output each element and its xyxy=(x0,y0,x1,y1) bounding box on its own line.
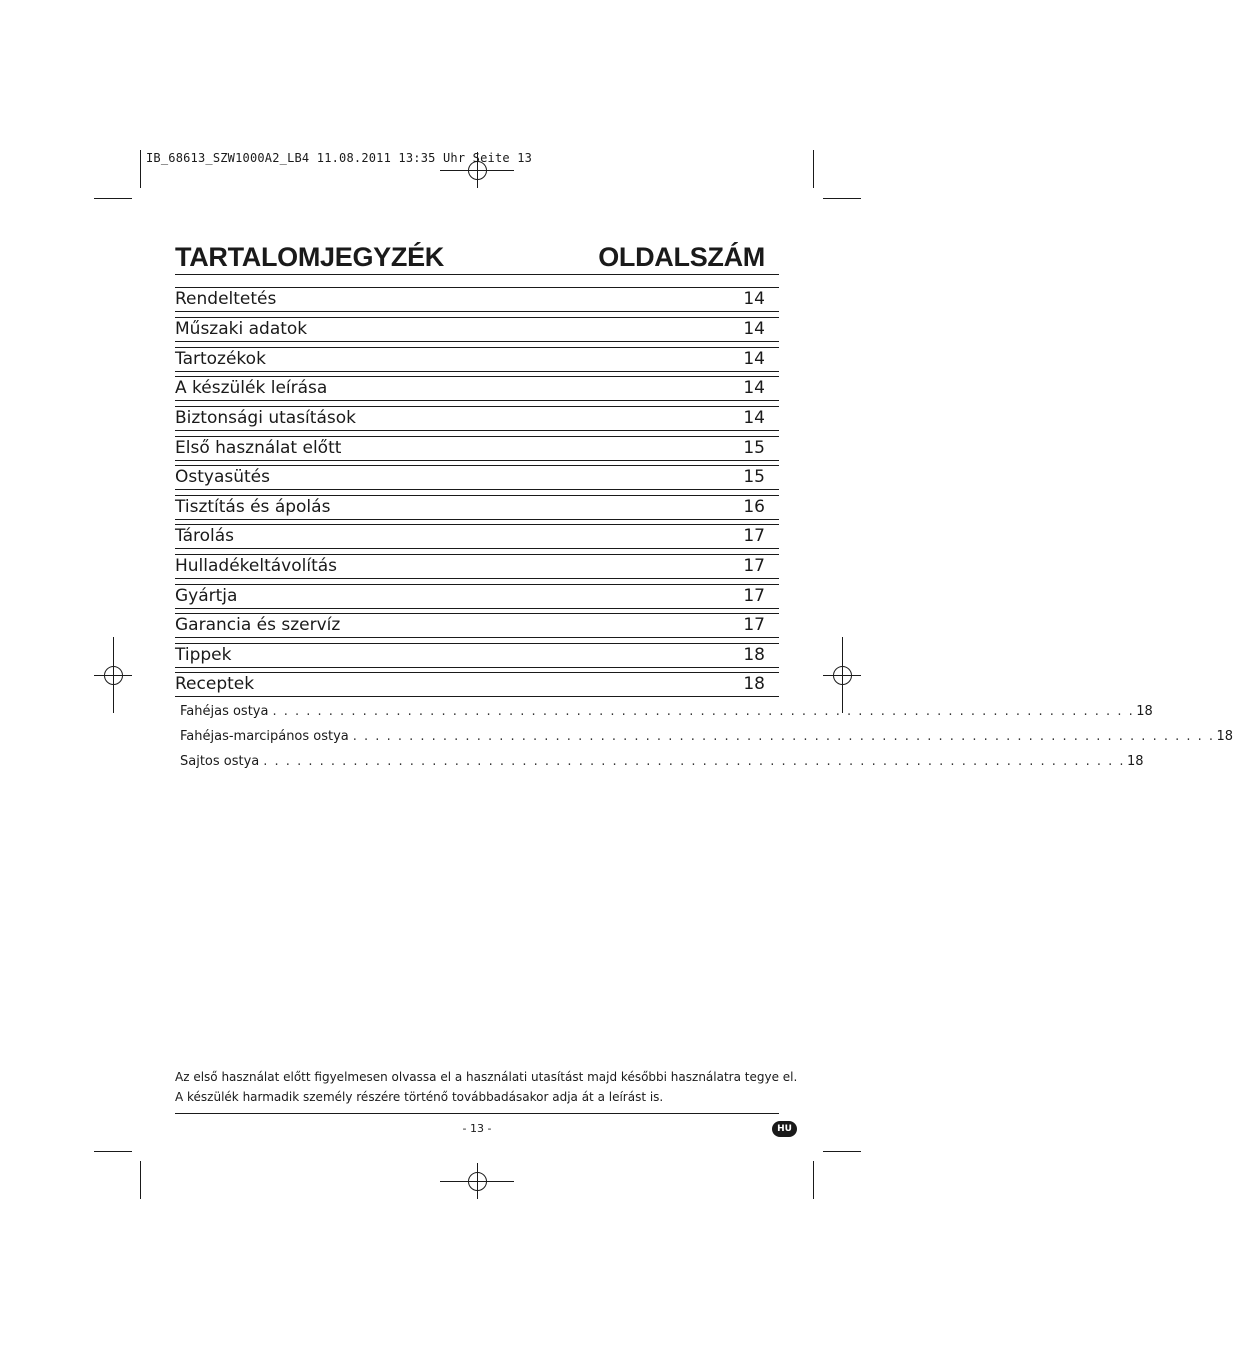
toc-entry[interactable] xyxy=(175,465,765,489)
toc-entry-label: Tárolás xyxy=(175,526,235,546)
toc-subentry[interactable] xyxy=(180,751,1144,771)
page-column-title: OLDALSZÁM xyxy=(598,242,765,272)
toc-subentry-label: Sajtos ostya xyxy=(180,753,260,769)
divider xyxy=(175,667,779,668)
crop-mark xyxy=(94,1151,132,1152)
toc-entry[interactable] xyxy=(175,436,765,460)
toc-entry[interactable] xyxy=(175,672,765,696)
toc-entry-page: 17 xyxy=(743,556,765,576)
dot-leader: . . . . . . . . . . . . . . . . . . . . . . . . . . . . . . . . . . . . . . . . . . . . . . . . . . . . . . . . . . . . . . . . . . . . . . . . . . . . . xyxy=(263,753,1126,769)
toc-entry-label: Garancia és szervíz xyxy=(175,615,341,635)
divider xyxy=(175,608,779,609)
toc-entry-label: Ostyasütés xyxy=(175,467,270,487)
crop-mark xyxy=(140,1161,141,1199)
crop-mark xyxy=(823,1151,861,1152)
divider xyxy=(175,311,779,312)
divider xyxy=(175,460,779,461)
toc-entry-page: 18 xyxy=(743,674,765,694)
divider xyxy=(175,400,779,401)
toc-entry-page: 14 xyxy=(743,349,765,369)
toc-entry-page: 14 xyxy=(743,319,765,339)
crop-mark xyxy=(94,198,132,199)
divider xyxy=(175,489,779,490)
divider xyxy=(175,519,779,520)
dot-leader: . . . . . . . . . . . . . . . . . . . . . . . . . . . . . . . . . . . . . . . . . . . . . . . . . . . . . . . . . . . . . . . . . . . . . . . . . . . . . xyxy=(352,728,1215,744)
divider xyxy=(175,637,779,638)
toc-entry-label: Első használat előtt xyxy=(175,438,342,458)
toc-entry[interactable] xyxy=(175,317,765,341)
toc-subentry-label: Fahéjas ostya xyxy=(180,703,269,719)
toc-title: TARTALOMJEGYZÉK xyxy=(175,242,444,272)
toc-subentry[interactable] xyxy=(180,726,1233,746)
toc-subentry-page: 18 xyxy=(1216,728,1233,744)
divider xyxy=(175,696,779,697)
toc-entry-page: 15 xyxy=(743,467,765,487)
toc-entry-label: Tisztítás és ápolás xyxy=(175,497,331,517)
toc-entry[interactable] xyxy=(175,406,765,430)
divider xyxy=(175,430,779,431)
toc-entry-page: 15 xyxy=(743,438,765,458)
toc-entry-page: 14 xyxy=(743,289,765,309)
toc-entry[interactable] xyxy=(175,347,765,371)
toc-entry[interactable] xyxy=(175,554,765,578)
divider xyxy=(175,341,779,342)
crop-mark xyxy=(813,1161,814,1199)
toc-subentry-page: 18 xyxy=(1127,753,1144,769)
crop-mark xyxy=(823,198,861,199)
page-number: - 13 - xyxy=(462,1122,492,1135)
crop-mark xyxy=(140,150,141,188)
toc-entry[interactable] xyxy=(175,495,765,519)
toc-entry-page: 18 xyxy=(743,645,765,665)
toc-entry-label: Műszaki adatok xyxy=(175,319,308,339)
toc-entry-label: Hulladékeltávolítás xyxy=(175,556,338,576)
toc-subentry-label: Fahéjas-marcipános ostya xyxy=(180,728,349,744)
footer-divider xyxy=(175,1113,779,1114)
divider xyxy=(175,548,779,549)
toc-entry-page: 17 xyxy=(743,526,765,546)
toc-entry[interactable] xyxy=(175,613,765,637)
footnote-line: Az első használat előtt figyelmesen olvassa el a használati utasítást majd későbbi használatra tegye el. xyxy=(175,1070,798,1084)
toc-entry[interactable] xyxy=(175,643,765,667)
toc-entry-page: 14 xyxy=(743,378,765,398)
dot-leader: . . . . . . . . . . . . . . . . . . . . . . . . . . . . . . . . . . . . . . . . . . . . . . . . . . . . . . . . . . . . . . . . . . . . . . . . . . . . . xyxy=(272,703,1135,719)
toc-entry[interactable] xyxy=(175,584,765,608)
toc-entry-page: 16 xyxy=(743,497,765,517)
print-slug: IB_68613_SZW1000A2_LB4 11.08.2011 13:35 Uhr Seite 13 xyxy=(146,151,533,165)
toc-entry-label: Rendeltetés xyxy=(175,289,277,309)
toc-entry-label: A készülék leírása xyxy=(175,378,328,398)
divider xyxy=(175,578,779,579)
toc-subentry[interactable] xyxy=(180,701,1153,721)
toc-entry-label: Gyártja xyxy=(175,586,238,606)
toc-entry[interactable] xyxy=(175,524,765,548)
toc-entry-label: Receptek xyxy=(175,674,255,694)
toc-entry-label: Tartozékok xyxy=(175,349,266,369)
toc-entry-page: 14 xyxy=(743,408,765,428)
toc-entry-label: Tippek xyxy=(175,645,232,665)
crop-mark xyxy=(813,150,814,188)
divider xyxy=(175,274,779,275)
toc-entry[interactable] xyxy=(175,376,765,400)
toc-entry-page: 17 xyxy=(743,586,765,606)
divider xyxy=(175,371,779,372)
toc-entry-label: Biztonsági utasítások xyxy=(175,408,356,428)
toc-subentry-page: 18 xyxy=(1136,703,1153,719)
toc-entry[interactable] xyxy=(175,287,765,311)
toc-entry-page: 17 xyxy=(743,615,765,635)
footnote-line: A készülék harmadik személy részére történő továbbadásakor adja át a leírást is. xyxy=(175,1090,664,1104)
language-badge: HU xyxy=(772,1121,797,1137)
